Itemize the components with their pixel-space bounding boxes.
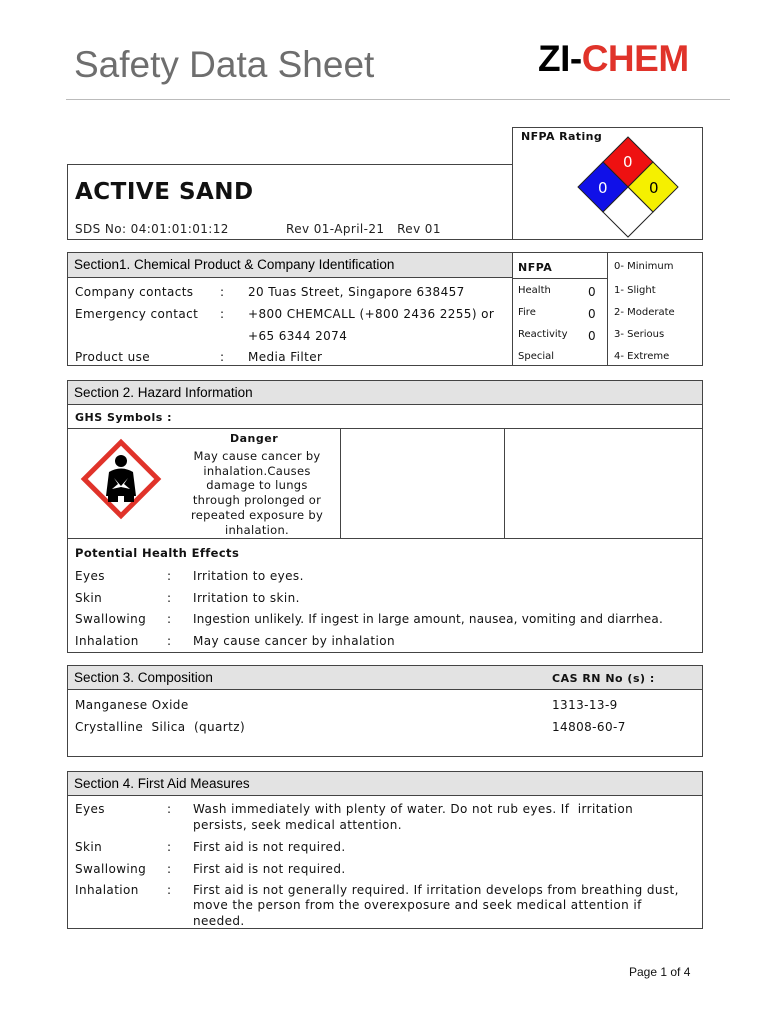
company-contacts-value: 20 Tuas Street, Singapore 638457 (248, 285, 465, 299)
separator: : (167, 612, 172, 626)
nfpa-health-label: Health (518, 285, 551, 296)
product-use-label: Product use (75, 350, 151, 364)
separator: : (167, 634, 172, 648)
section3-box (67, 665, 703, 757)
logo-suffix: CHEM (581, 38, 689, 79)
nfpa-fire-value: 0 (623, 153, 633, 171)
section3-title: Section 3. Composition (74, 670, 213, 685)
page-number: Page 1 of 4 (629, 965, 691, 979)
nfpa-reactivity-value: 0 (649, 179, 659, 197)
logo-prefix: ZI- (538, 38, 582, 79)
effect-swallowing-label: Swallowing (75, 612, 147, 626)
component-cas: 14808-60-7 (552, 720, 626, 734)
revision-info: Rev 01-April-21 Rev 01 (286, 222, 441, 236)
header-divider (66, 99, 730, 100)
separator: : (167, 569, 172, 583)
section4-title: Section 4. First Aid Measures (74, 776, 250, 791)
section4-box (67, 771, 703, 929)
effect-swallowing-value: Ingestion unlikely. If ingest in large amount, nausea, vomiting and diarrhea. (193, 612, 663, 626)
nfpa-reactivity-rating: 0 (588, 329, 597, 343)
divider (340, 428, 341, 538)
scale-item: 2- Moderate (614, 307, 675, 318)
hazard-line: through prolonged or (192, 493, 322, 508)
section1-header (68, 253, 512, 278)
company-logo (538, 38, 689, 80)
component-name: Crystalline Silica (quartz) (75, 720, 246, 734)
ghs-symbols-label: GHS Symbols : (75, 411, 173, 424)
nfpa-special-label: Special (518, 351, 555, 362)
sds-number: SDS No: 04:01:01:01:12 (75, 222, 229, 236)
first-aid-inhalation-label: Inhalation (75, 883, 139, 897)
separator: : (167, 591, 172, 605)
document-title: Safety Data Sheet (74, 44, 375, 85)
separator: : (220, 307, 225, 321)
product-use-value: Media Filter (248, 350, 323, 364)
nfpa-reactivity-label: Reactivity (518, 329, 568, 340)
hazard-line: inhalation. (224, 522, 290, 537)
scale-item: 3- Serious (614, 329, 665, 340)
product-box (67, 164, 513, 240)
nfpa-health-rating: 0 (588, 285, 597, 299)
separator: : (167, 862, 172, 876)
section2-box (67, 380, 703, 653)
nfpa-rating-box (512, 127, 703, 240)
first-aid-skin-value: First aid is not required. (193, 840, 346, 854)
hazard-line: inhalation.Causes (203, 463, 311, 478)
health-hazard-icon (78, 436, 164, 522)
section3-header (68, 666, 702, 690)
first-aid-skin-label: Skin (75, 840, 103, 854)
section4-header (68, 772, 702, 796)
section1-box (67, 252, 703, 366)
first-aid-inhalation-value (193, 883, 679, 929)
text-line: Wash immediately with plenty of water. Do not rub eyes. If irritation (193, 802, 634, 816)
text-line: move the person from the overexposure and seek medical attention if (193, 898, 642, 913)
effect-inhalation-label: Inhalation (75, 634, 139, 648)
effect-eyes-value: Irritation to eyes. (193, 569, 304, 583)
first-aid-swallowing-label: Swallowing (75, 862, 147, 876)
divider (68, 538, 702, 539)
emergency-contact-label: Emergency contact (75, 307, 199, 321)
first-aid-eyes-value (193, 802, 633, 833)
text-line: First aid is not generally required. If irritation develops from breathing dust, (193, 883, 679, 897)
scale-item: 1- Slight (614, 285, 656, 296)
nfpa-rating-label: NFPA Rating (521, 130, 603, 143)
signal-word: Danger (230, 432, 279, 445)
divider (504, 428, 505, 538)
hazard-line: repeated exposure by (190, 507, 324, 522)
first-aid-swallowing-value: First aid is not required. (193, 862, 346, 876)
effect-eyes-label: Eyes (75, 569, 105, 583)
hazard-line: damage to lungs (206, 478, 308, 493)
hazard-line: May cause cancer by (193, 449, 321, 463)
emergency-contact-value: +800 CHEMCALL (+800 2436 2255) or (248, 307, 495, 321)
hazard-statement (176, 449, 338, 537)
section2-title: Section 2. Hazard Information (74, 385, 253, 400)
component-name: Manganese Oxide (75, 698, 189, 712)
divider (512, 278, 607, 279)
cas-header: CAS RN No (s) : (552, 672, 655, 685)
separator: : (220, 350, 225, 364)
company-contacts-label: Company contacts (75, 285, 194, 299)
divider (607, 253, 608, 365)
effect-skin-value: Irritation to skin. (193, 591, 300, 605)
effect-inhalation-value: May cause cancer by inhalation (193, 634, 396, 648)
separator: : (167, 883, 172, 897)
nfpa-table-title: NFPA (518, 261, 553, 274)
text-line: persists, seek medical attention. (193, 817, 403, 832)
health-effects-title: Potential Health Effects (75, 546, 240, 560)
separator: : (167, 840, 172, 854)
section1-title: Section1. Chemical Product & Company Identification (74, 257, 395, 272)
effect-skin-label: Skin (75, 591, 103, 605)
component-cas: 1313-13-9 (552, 698, 618, 712)
first-aid-eyes-label: Eyes (75, 802, 105, 816)
text-line: needed. (193, 913, 245, 928)
scale-item: 0- Minimum (614, 261, 674, 272)
divider (68, 428, 702, 429)
separator: : (220, 285, 225, 299)
emergency-contact-value-2: +65 6344 2074 (248, 329, 348, 343)
scale-item: 4- Extreme (614, 351, 670, 362)
product-name: ACTIVE SAND (75, 179, 254, 205)
divider (512, 253, 513, 365)
nfpa-health-value: 0 (598, 179, 608, 197)
section2-header (68, 381, 702, 405)
nfpa-fire-rating: 0 (588, 307, 597, 321)
nfpa-fire-label: Fire (518, 307, 536, 318)
separator: : (167, 802, 172, 816)
